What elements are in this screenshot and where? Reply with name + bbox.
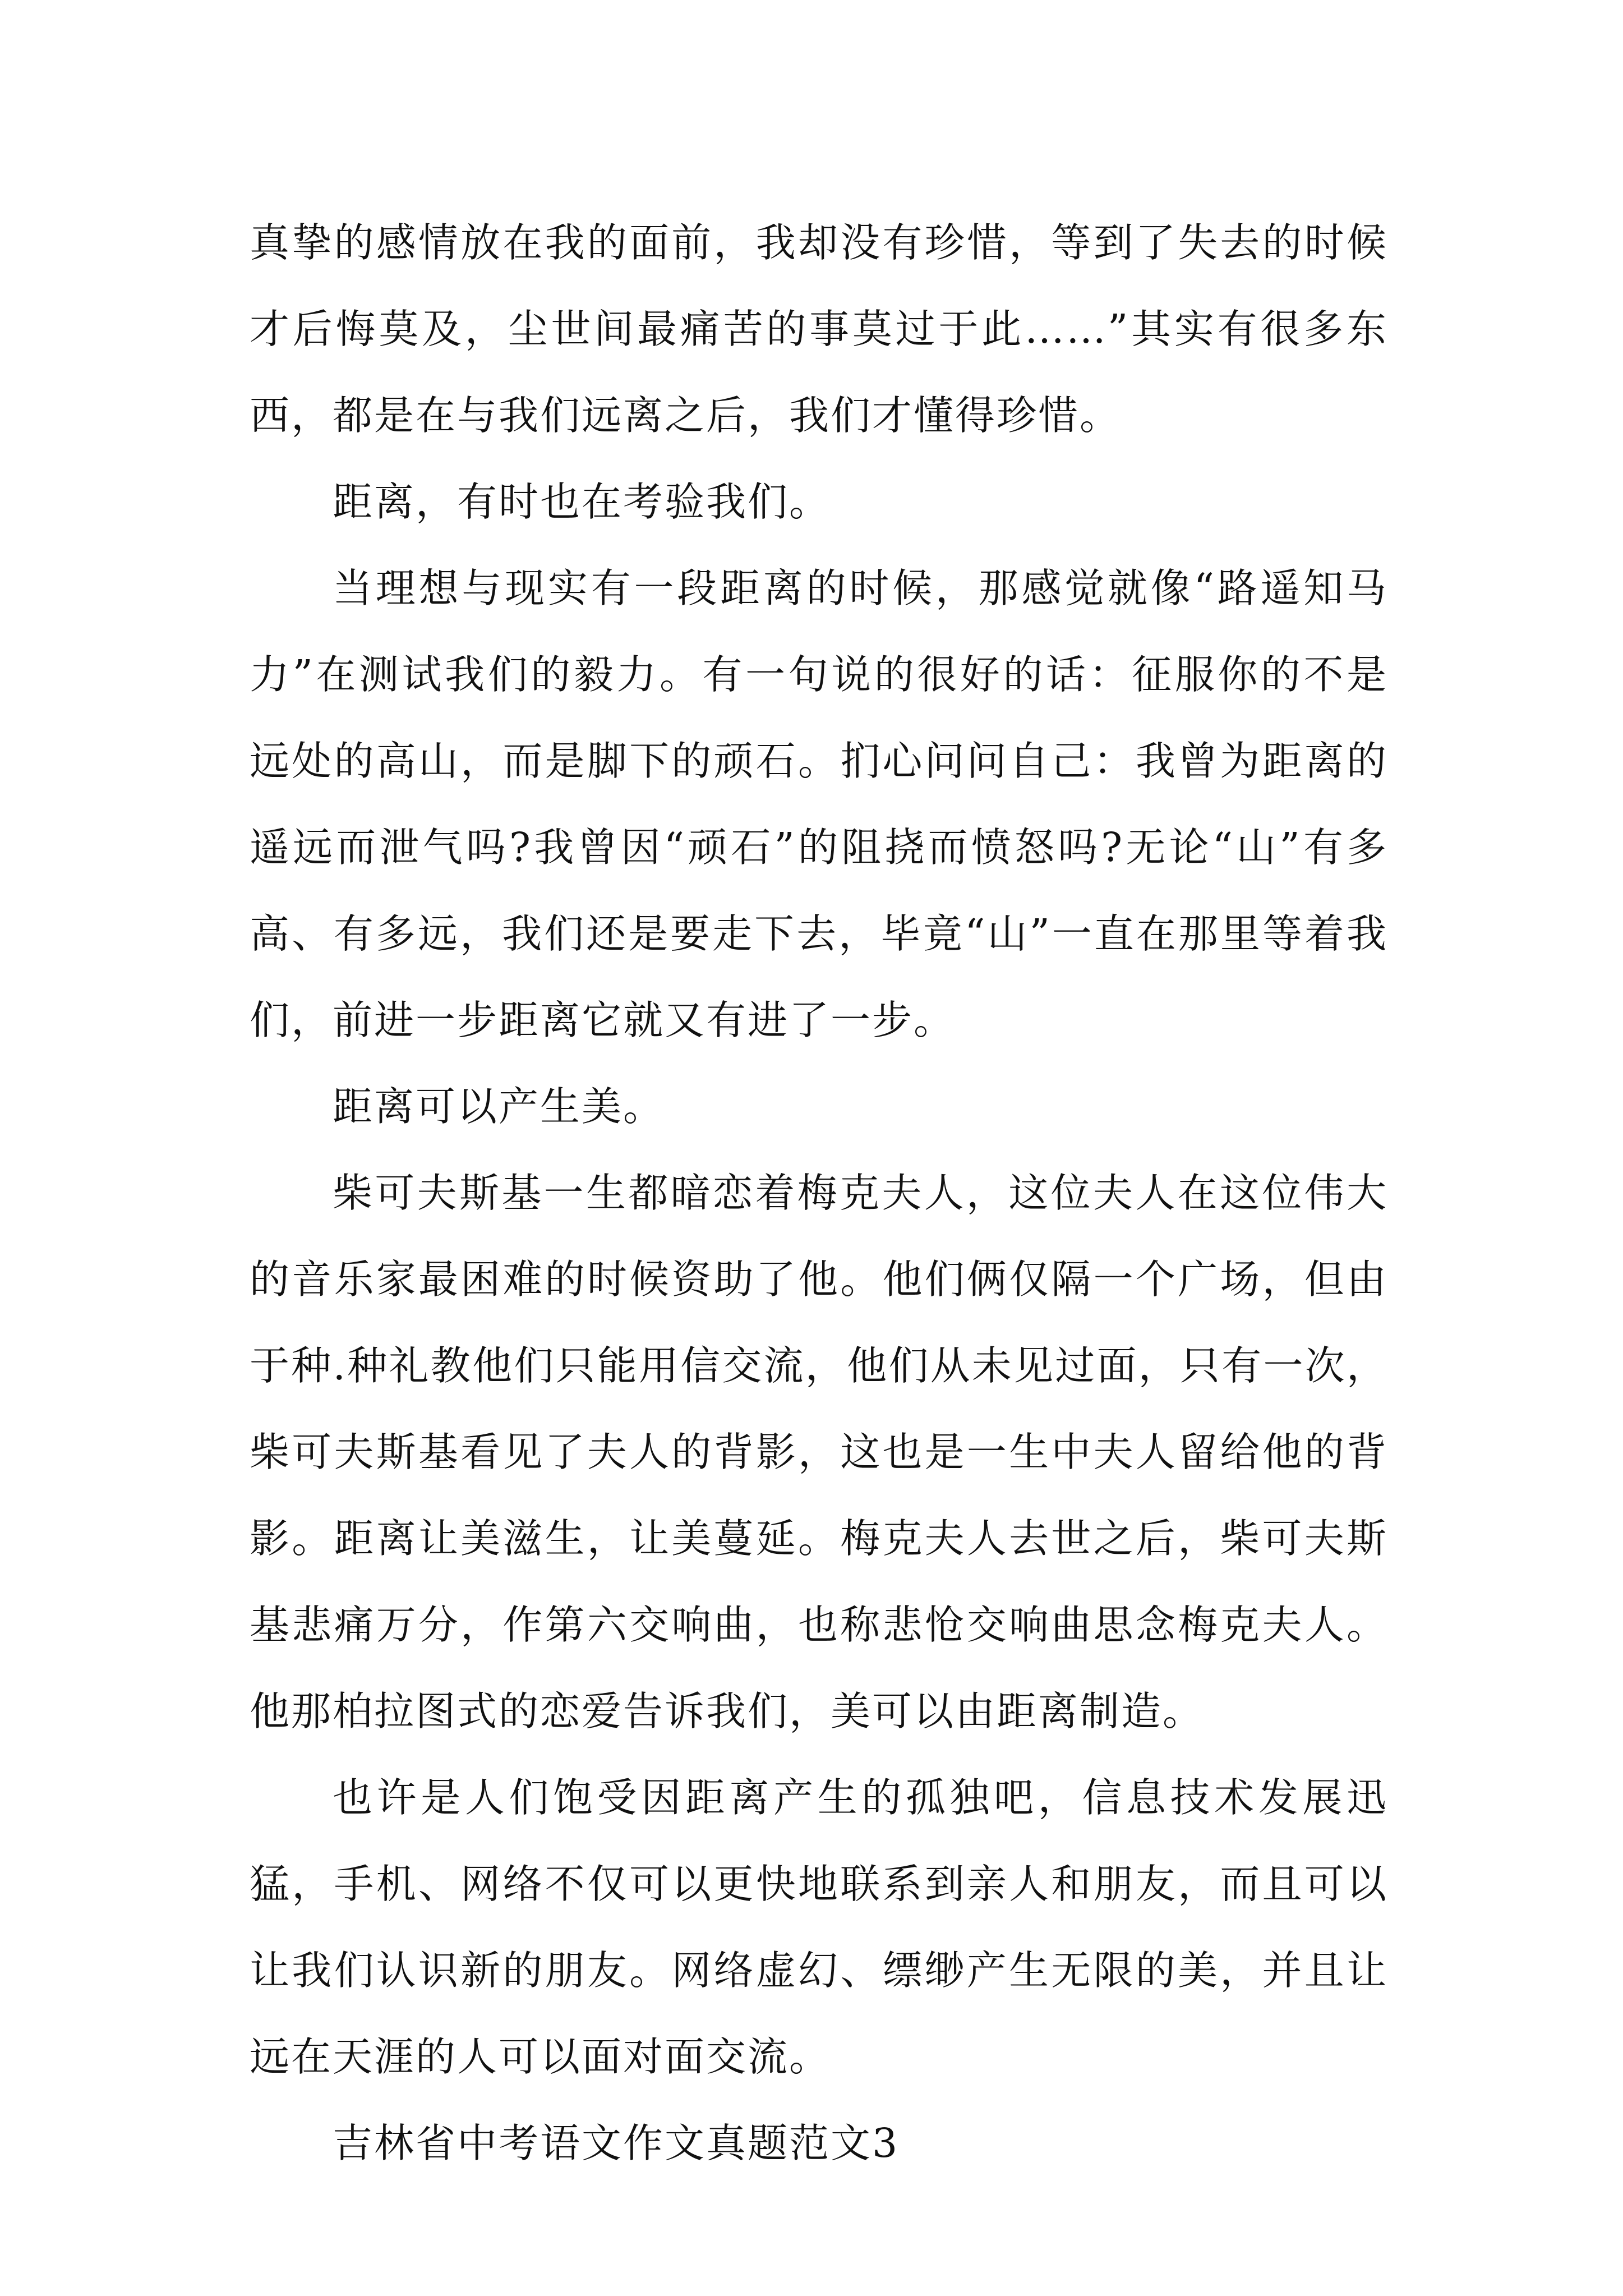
document-page bbox=[250, 200, 1388, 2187]
section-heading: 吉林省中考语文作文真题范文3 bbox=[333, 2120, 900, 2166]
paragraph-1: 真挚的感情放在我的面前，我却没有珍惜，等到了失去的时候才后悔莫及，尘世间最痛苦的事莫过于此……”其实有很多东西，都是在与我们远离之后，我们才懂得珍惜。 bbox=[250, 219, 1388, 439]
paragraph-2: 距离，有时也在考验我们。 bbox=[333, 478, 831, 525]
paragraph-5: 柴可夫斯基一生都暗恋着梅克夫人，这位夫人在这位伟大的音乐家最困难的时候资助了他。他们俩仅隔一个广场，但由于种.种礼教他们只能用信交流，他们从未见过面，只有一次，柴可夫斯基看见了夫人的背影，这也是一生中夫人留给他的背影。距离让美滋生，让美蔓延。梅克夫人去世之后，柴可夫斯基悲痛万分，作第六交响曲，也称悲怆交响曲思念梅克夫人。他那柏拉图式的恋爱告诉我们，美可以由距离制造。 bbox=[250, 1170, 1388, 1734]
paragraph-3: 当理想与现实有一段距离的时候，那感觉就像“路遥知马力”在测试我们的毅力。有一句说的很好的话：征服你的不是远处的高山，而是脚下的顽石。扪心问问自己：我曾为距离的遥远而泄气吗?我曾因“顽石”的阻挠而愤怒吗?无论“山”有多高、有多远，我们还是要走下去，毕竟“山”一直在那里等着我们，前进一步距离它就又有进了一步。 bbox=[250, 565, 1388, 1043]
paragraph-6: 也许是人们饱受因距离产生的孤独吧，信息技术发展迅猛，手机、网络不仅可以更快地联系到亲人和朋友，而且可以让我们认识新的朋友。网络虚幻、缥缈产生无限的美，并且让远在天涯的人可以面对面交流。 bbox=[250, 1774, 1388, 2080]
paragraph-4: 距离可以产生美。 bbox=[333, 1083, 665, 1130]
